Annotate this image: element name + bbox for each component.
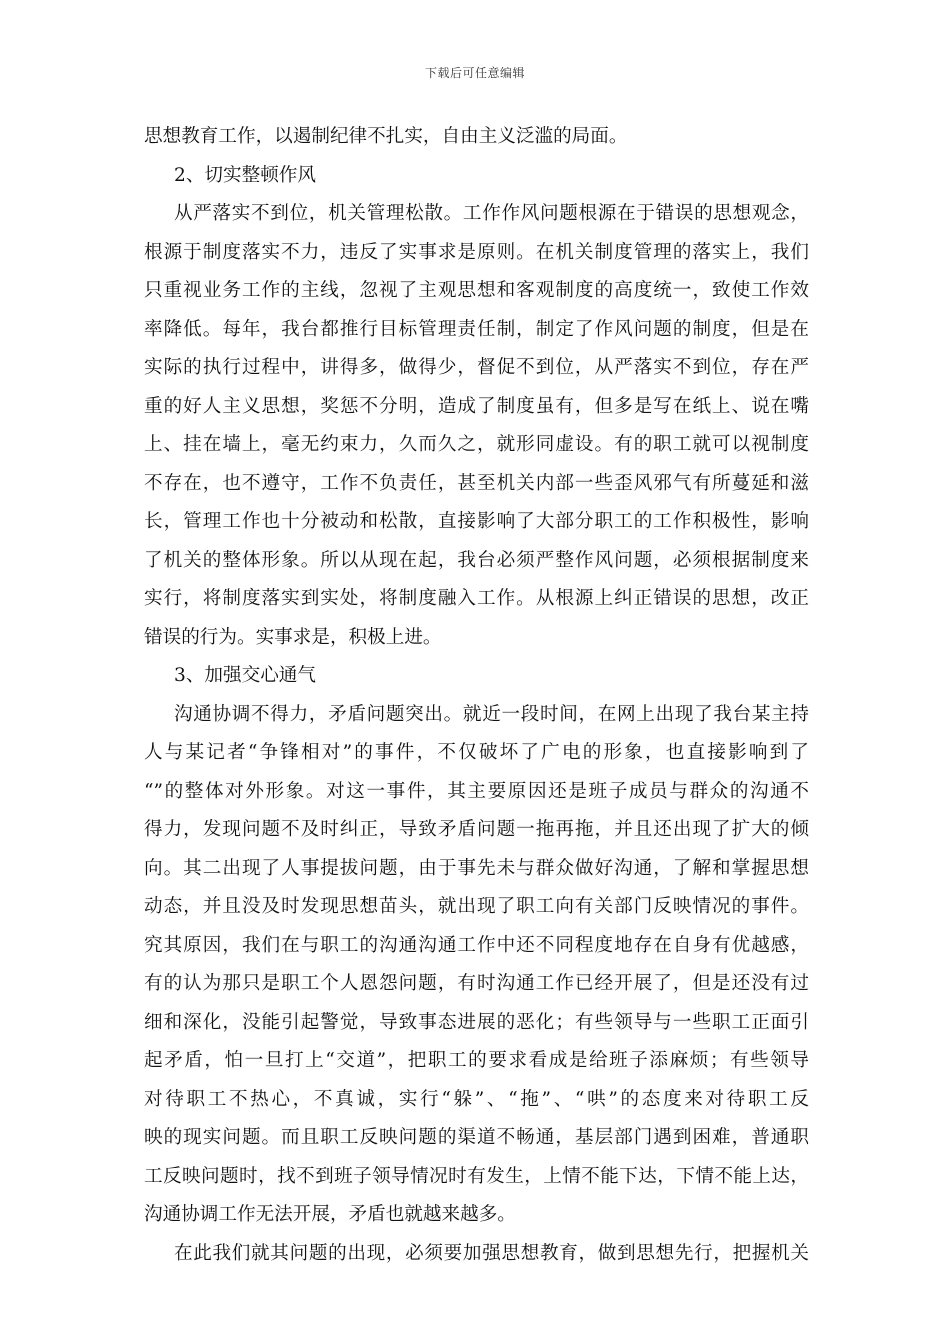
- text-line: 上、挂在墙上，毫无约束力，久而久之，就形同虚设。有的职工就可以视制度: [144, 434, 809, 455]
- text-line: 细和深化，没能引起警觉，导致事态进展的恶化；有些领导与一些职工正面引: [144, 1011, 809, 1033]
- text-line: 实行，将制度落实到实处，将制度融入工作。从根源上纠正错误的思想，改正: [144, 588, 809, 609]
- text-line: 不存在，也不遵守，工作不负责任，甚至机关内部一些歪风邪气有所蔓延和滋: [144, 472, 809, 494]
- text-line: 了机关的整体形象。所以从现在起，我台必须严整作风问题，必须根据制度来: [144, 549, 809, 571]
- text-line: 2、切实整顿作风: [174, 164, 316, 186]
- text-line: 究其原因，我们在与职工的沟通沟通工作中还不同程度地存在自身有优越感，: [144, 934, 809, 956]
- text-line: 动态，并且没及时发现思想苗头，就出现了职工向有关部门反映情况的事件。: [144, 896, 809, 917]
- text-line: 重的好人主义思想，奖惩不分明，造成了制度虽有，但多是写在纸上、说在嘴: [144, 395, 809, 417]
- text-line: 思想教育工作，以遏制纪律不扎实，自由主义泛滥的局面。: [144, 126, 628, 147]
- text-line: 有的认为那只是职工个人恩怨问题，有时沟通工作已经开展了，但是还没有过: [144, 973, 809, 994]
- text-line: 3、加强交心通气: [174, 665, 316, 686]
- text-line: 工反映问题时，找不到班子领导情况时有发生，上情不能下达，下情不能上达，: [144, 1165, 809, 1187]
- document-body: [144, 118, 809, 1273]
- text-line: 沟通协调不得力，矛盾问题突出。就近一段时间，在网上出现了我台某主持: [174, 703, 809, 725]
- text-line: 映的现实问题。而且职工反映问题的渠道不畅通，基层部门遇到困难，普通职: [144, 1127, 809, 1148]
- text-line: 从严落实不到位，机关管理松散。工作作风问题根源在于错误的思想观念，: [174, 203, 809, 224]
- text-line: 实际的执行过程中，讲得多，做得少，督促不到位，从严落实不到位，存在严: [144, 357, 809, 378]
- text-line: “”的整体对外形象。对这一事件，其主要原因还是班子成员与群众的沟通不: [144, 780, 809, 802]
- text-line: 沟通协调工作无法开展，矛盾也就越来越多。: [144, 1204, 516, 1225]
- text-line: 错误的行为。实事求是，积极上进。: [144, 626, 442, 648]
- text-line: 人与某记者“争锋相对”的事件，不仅破坏了广电的形象，也直接影响到了: [144, 742, 809, 763]
- text-line: 得力，发现问题不及时纠正，导致矛盾问题一拖再拖，并且还出现了扩大的倾: [144, 819, 809, 840]
- text-line: 起矛盾，怕一旦打上“交道”，把职工的要求看成是给班子添麻烦；有些领导: [144, 1050, 809, 1071]
- text-line: 只重视业务工作的主线，忽视了主观思想和客观制度的高度统一，致使工作效: [144, 280, 809, 301]
- text-line: 对待职工不热心，不真诚，实行“躲”、“拖”、“哄”的态度来对待职工反: [144, 1088, 809, 1110]
- text-line: 长，管理工作也十分被动和松散，直接影响了大部分职工的工作积极性，影响: [144, 511, 809, 532]
- text-line: 向。其二出现了人事提拔问题，由于事先未与群众做好沟通，了解和掌握思想: [144, 857, 809, 879]
- page-header: 下载后可任意编辑: [424, 66, 525, 80]
- text-line: 在此我们就其问题的出现，必须要加强思想教育，做到思想先行，把握机关: [174, 1242, 809, 1264]
- text-line: 根源于制度落实不力，违反了实事求是原则。在机关制度管理的落实上，我们: [144, 241, 809, 263]
- text-line: 率降低。每年，我台都推行目标管理责任制，制定了作风问题的制度，但是在: [144, 318, 809, 340]
